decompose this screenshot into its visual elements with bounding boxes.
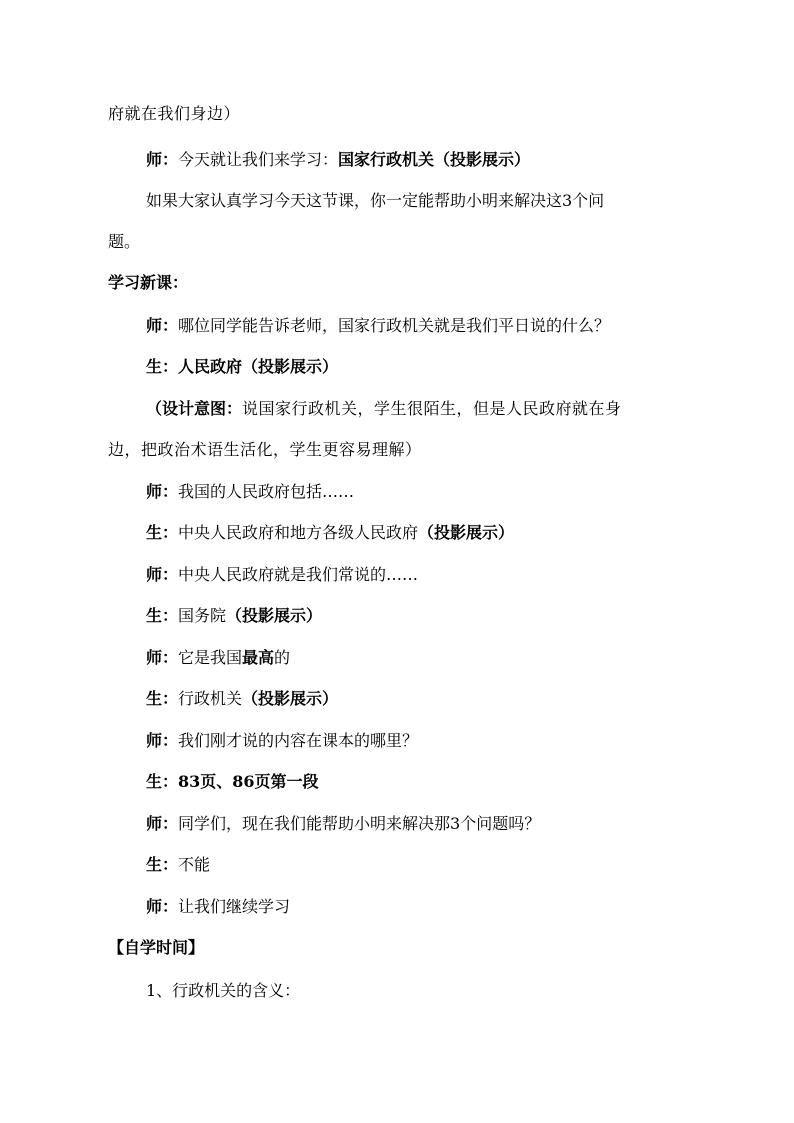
dialogue-line: [146, 316, 610, 336]
speaker-label: 师：: [146, 731, 179, 750]
speaker-label: 师：: [146, 316, 179, 335]
teacher-intro-line: [146, 150, 530, 170]
speaker-label: 师：: [146, 482, 179, 501]
design-intent-label: （设计意图：: [146, 399, 243, 418]
section-heading-new-lesson: 学习新课：: [108, 273, 189, 292]
dialogue-text: 中央人民政府和地方各级人民政府: [178, 523, 419, 542]
list-item: 1、行政机关的含义：: [146, 981, 301, 1000]
dialogue-line: [146, 523, 514, 543]
dialogue-line: [146, 689, 338, 709]
section-heading-self-study: 【自学时间】: [108, 938, 205, 957]
dialogue-line: [146, 731, 418, 751]
design-intent-line2: 边，把政治术语生活化，学生更容易理解）: [108, 440, 422, 459]
dialogue-line: [146, 814, 540, 834]
projection-note: （投影展示）: [242, 689, 339, 708]
dialogue-text: 的: [274, 648, 291, 667]
dialogue-text: 我国的人民政府包括……: [178, 482, 355, 501]
dialogue-line: [146, 897, 290, 917]
dialogue-line: [146, 772, 319, 792]
dialogue-text: 让我们继续学习: [178, 897, 291, 916]
dialogue-text: 我们刚才说的内容在课本的哪里？: [178, 731, 419, 750]
dialogue-text: 它是我国: [178, 648, 243, 667]
speaker-label: 生：: [146, 855, 179, 874]
dialogue-line: [146, 648, 290, 668]
dialogue-text: 人民政府（投影展示）: [178, 357, 339, 376]
dialogue-text: 83页、86页第一段: [178, 772, 319, 791]
projection-note: （投影展示）: [226, 606, 323, 625]
dialogue-line: [146, 482, 354, 502]
speaker-label: 生：: [146, 523, 179, 542]
speaker-label: 师：: [146, 648, 179, 667]
speaker-label: 生：: [146, 772, 179, 791]
speaker-label: 师：: [146, 897, 179, 916]
dialogue-text: 今天就让我们来学习：: [178, 150, 339, 169]
dialogue-text: 中央人民政府就是我们常说的……: [178, 565, 419, 584]
dialogue-text: 行政机关: [178, 689, 243, 708]
dialogue-line: [146, 565, 418, 585]
dialogue-text: 同学们，现在我们能帮助小明来解决那3个问题吗？: [178, 814, 541, 833]
speaker-label: 师：: [146, 565, 179, 584]
continued-design-note: 府就在我们身边）: [108, 104, 241, 123]
lesson-title: 国家行政机关（投影展示）: [338, 150, 531, 169]
speaker-label: 生：: [146, 689, 179, 708]
dialogue-text: 国务院: [178, 606, 227, 625]
intro-paragraph-line1: 如果大家认真学习今天这节课，你一定能帮助小明来解决这3个问: [146, 191, 605, 210]
dialogue-line: [146, 855, 210, 875]
dialogue-line: [146, 606, 322, 626]
emphasis-text: 最高: [242, 648, 275, 667]
dialogue-text: 哪位同学能告诉老师，国家行政机关就是我们平日说的什么？: [178, 316, 611, 335]
speaker-label: 师：: [146, 814, 179, 833]
projection-note: （投影展示）: [418, 523, 515, 542]
speaker-label: 师：: [146, 150, 179, 169]
dialogue-line: [146, 357, 338, 377]
design-intent-text: 说国家行政机关，学生很陌生，但是人民政府就在身: [242, 399, 622, 418]
design-intent-line1: [146, 399, 622, 419]
speaker-label: 生：: [146, 357, 179, 376]
speaker-label: 生：: [146, 606, 179, 625]
dialogue-text: 不能: [178, 855, 211, 874]
intro-paragraph-line2: 题。: [108, 232, 141, 251]
